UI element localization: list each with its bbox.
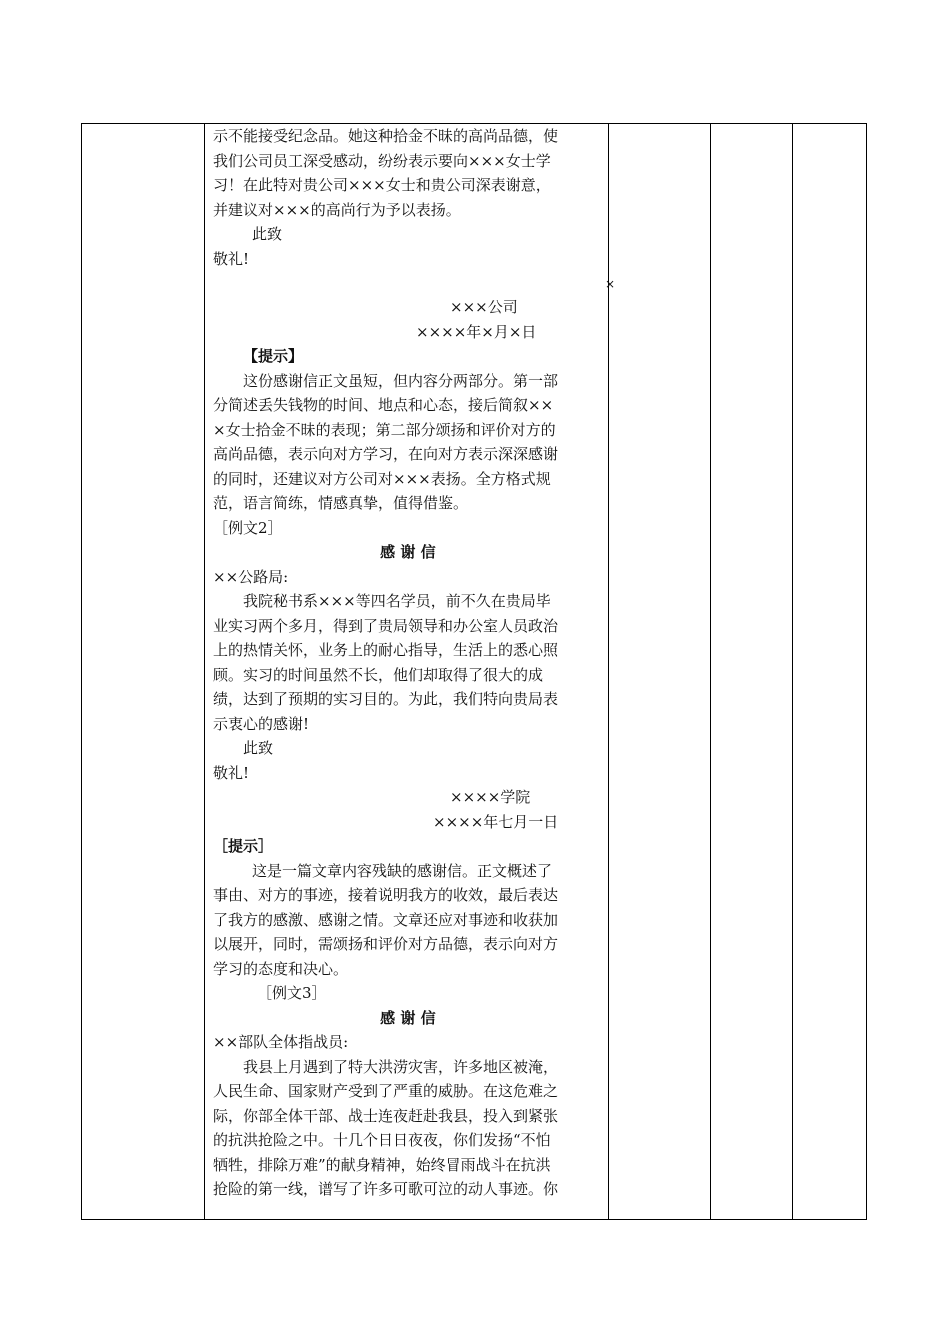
text-line: 分简述丢失钱物的时间、地点和心态，接后简叙×× <box>213 396 554 414</box>
text-line: 的同时，还建议对方公司对×××表扬。全方格式规 <box>213 469 551 488</box>
signature-date: ××××年×月×日 <box>416 322 537 341</box>
text-line: 事由、对方的事迹，接着说明我方的收效，最后表达 <box>213 886 559 904</box>
letter-content <box>213 124 608 1202</box>
column-divider <box>792 124 793 1219</box>
stray-mark: × <box>605 277 616 291</box>
addressee: ××公路局: <box>213 567 289 586</box>
example-label: ［例文2］ <box>213 518 283 537</box>
text-line: 示不能接受纪念品。她这种拾金不昧的高尚品德，使 <box>213 127 559 145</box>
text-line: 我院秘书系×××等四名学员，前不久在贵局毕 <box>243 592 551 610</box>
addressee: ××部队全体指战员: <box>213 1033 349 1051</box>
text-line: 的抗洪抢险之中。十几个日日夜夜，你们发扬“不怕 <box>213 1131 551 1149</box>
text-line: 顾。实习的时间虽然不长，他们却取得了很大的成 <box>213 665 544 684</box>
text-line: 习！在此特对贵公司×××女士和贵公司深表谢意， <box>213 176 551 194</box>
text-line: ×女士拾金不昧的表现；第二部分颂扬和评价对方的 <box>213 420 556 439</box>
text-line: 牺牲，排除万难”的献身精神，始终冒雨战斗在抗洪 <box>213 1155 551 1174</box>
text-line: 我们公司员工深受感动，纷纷表示要向×××女士学 <box>213 151 551 170</box>
text-line: 业实习两个多月，得到了贵局领导和办公室人员政治 <box>213 616 559 635</box>
column-divider <box>710 124 711 1219</box>
closing-cizhi: 此致 <box>252 225 283 243</box>
signature-date: ××××年七月一日 <box>433 812 559 831</box>
text-line: 这份感谢信正文虽短，但内容分两部分。第一部 <box>243 371 559 390</box>
text-line: 人民生命、国家财产受到了严重的威胁。在这危难之 <box>213 1082 559 1100</box>
signature-org: ××××学院 <box>450 788 531 806</box>
tip-title: 【提示】 <box>243 347 304 365</box>
closing-cizhi: 此致 <box>243 739 274 757</box>
text-line: 了我方的感激、感谢之情。文章还应对事迹和收获加 <box>213 910 559 929</box>
text-line: 并建议对×××的高尚行为予以表扬。 <box>213 200 461 219</box>
text-line: 际，你部全体干部、战士连夜赶赴我县，投入到紧张 <box>213 1106 559 1125</box>
letter-title: 感谢信 <box>380 543 441 561</box>
text-line: 学习的态度和决心。 <box>213 959 349 978</box>
text-line: 以展开，同时，需颂扬和评价对方品德，表示向对方 <box>213 935 559 953</box>
text-line: 抢险的第一线，谱写了许多可歌可泣的动人事迹。你 <box>213 1180 559 1198</box>
tip-title: ［提示］ <box>213 837 274 855</box>
closing-jingli: 敬礼! <box>213 763 250 782</box>
text-line: 高尚品德，表示向对方学习，在向对方表示深深感谢 <box>213 445 559 463</box>
text-line: 这是一篇文章内容残缺的感谢信。正文概述了 <box>252 861 553 880</box>
text-line: 范，语言简练，情感真挚，值得借鉴。 <box>213 494 469 512</box>
letter-title: 感谢信 <box>380 1008 441 1027</box>
text-line: 上的热情关怀，业务上的耐心指导，生活上的悉心照 <box>213 641 559 659</box>
text-line: 示衷心的感谢! <box>213 714 310 733</box>
text-line: 绩，达到了预期的实习目的。为此，我们特向贵局表 <box>213 690 559 708</box>
signature-org: ×××公司 <box>450 298 518 316</box>
text-line: 我县上月遇到了特大洪涝灾害，许多地区被淹， <box>243 1057 559 1076</box>
closing-jingli: 敬礼! <box>213 249 250 268</box>
example-label: ［例文3］ <box>257 984 327 1002</box>
column-divider <box>204 124 205 1219</box>
